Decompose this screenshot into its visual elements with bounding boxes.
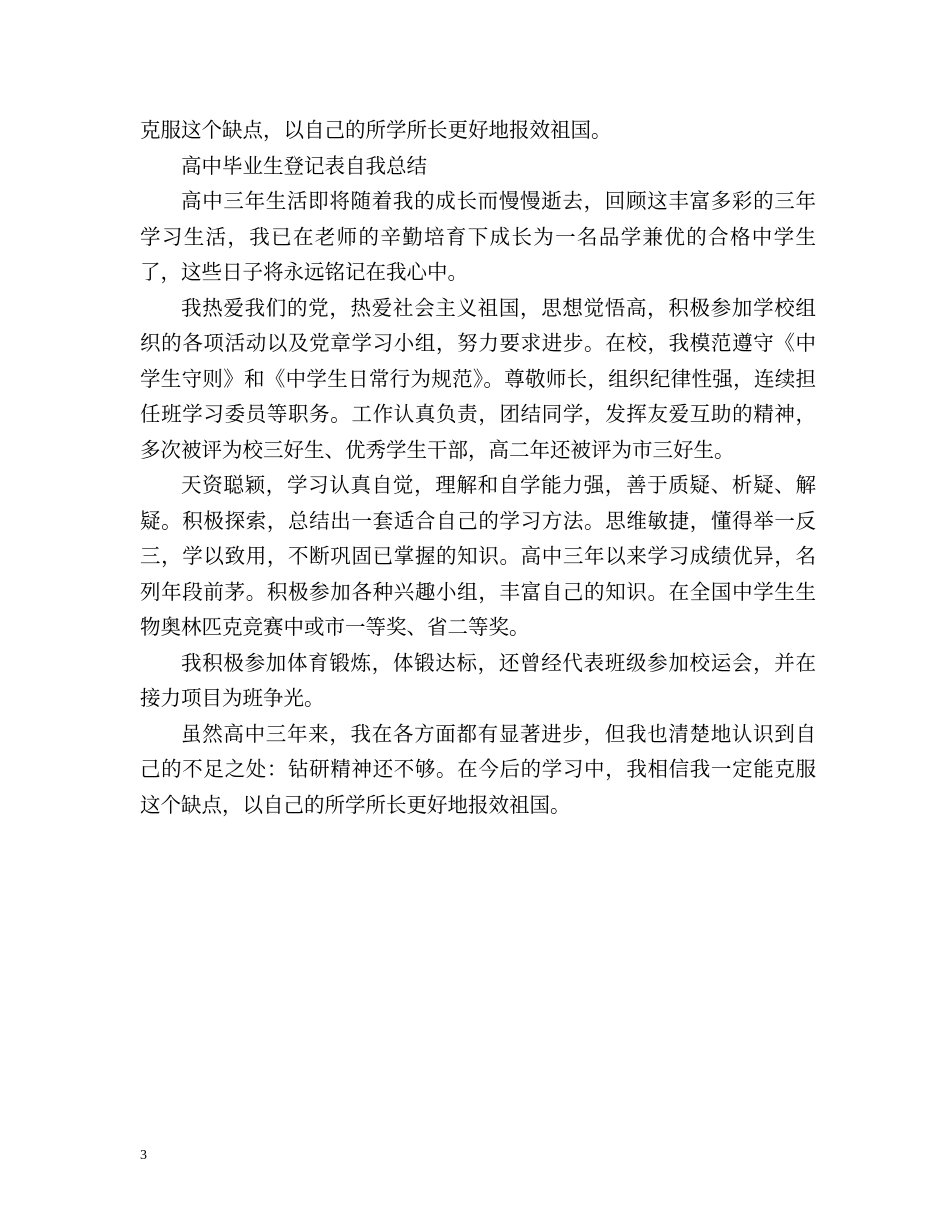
- paragraph-sports: 我积极参加体育锻炼，体锻达标，还曾经代表班级参加校运会，并在接力项目为班争光。: [140, 650, 816, 710]
- paragraph-conduct: 我热爱我们的党，热爱社会主义祖国，思想觉悟高，积极参加学校组织的各项活动以及党章学习小组，努力要求进步。在校，我模范遵守《中学生守则》和《中学生日常行为规范》。尊敬师长，组织纪律性强，连续担任班学习委员等职务。工作认真负责，团结同学，发挥友爱互助的精神，多次被评为校三好生、优秀学生干部，高二年还被评为市三好生。: [140, 295, 816, 462]
- section-title: 高中毕业生登记表自我总结: [181, 153, 427, 178]
- document-body: [140, 113, 816, 823]
- paragraph-continuation: 克服这个缺点，以自己的所学所长更好地报效祖国。: [140, 118, 612, 142]
- paragraph-intro: 高中三年生活即将随着我的成长而慢慢逝去，回顾这丰富多彩的三年学习生活，我已在老师的辛勤培育下成长为一名品学兼优的合格中学生了，这些日子将永远铭记在我心中。: [140, 189, 816, 284]
- paragraph-study: 天资聪颖，学习认真自觉，理解和自学能力强，善于质疑、析疑、解疑。积极探索，总结出一套适合自己的学习方法。思维敏捷，懂得举一反三，学以致用，不断巩固已掌握的知识。高中三年以来学习成绩优异，名列年段前茅。积极参加各种兴趣小组，丰富自己的知识。在全国中学生生物奥林匹克竞赛中或市一等奖、省二等奖。: [140, 473, 816, 639]
- paragraph-conclusion: 虽然高中三年来，我在各方面都有显著进步，但我也清楚地认识到自己的不足之处：钻研精神还不够。在今后的学习中，我相信我一定能克服这个缺点，以自己的所学所长更好地报效祖国。: [140, 721, 816, 817]
- page-number: 3: [140, 1148, 147, 1163]
